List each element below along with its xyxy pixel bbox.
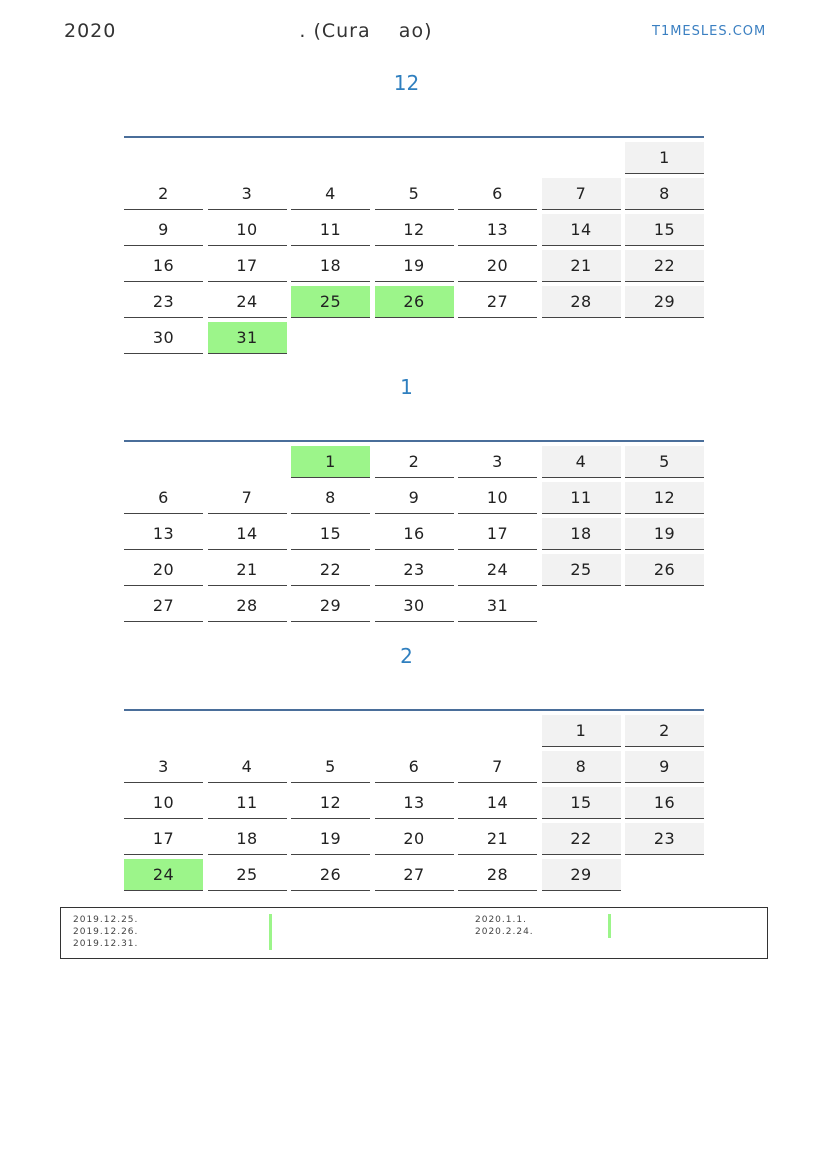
holiday-marker <box>608 914 611 926</box>
day-cell[interactable]: 26 <box>291 859 370 891</box>
day-cell[interactable]: 27 <box>124 590 203 622</box>
month-title-1: 12 <box>393 71 420 95</box>
day-cell[interactable]: 22 <box>291 554 370 586</box>
day-cell[interactable]: 13 <box>375 787 454 819</box>
legend-item: 2019.12.31. <box>73 939 139 949</box>
day-cell[interactable]: 24 <box>208 286 287 318</box>
day-cell[interactable]: 5 <box>375 178 454 210</box>
calendar-grid <box>124 715 704 895</box>
day-cell[interactable]: 18 <box>291 250 370 282</box>
day-cell[interactable]: 13 <box>458 214 537 246</box>
day-cell[interactable]: 9 <box>625 751 704 783</box>
day-cell[interactable]: 18 <box>208 823 287 855</box>
day-cell[interactable]: 10 <box>124 787 203 819</box>
day-cell[interactable]: 28 <box>458 859 537 891</box>
day-cell[interactable]: 28 <box>208 590 287 622</box>
day-cell[interactable]: 16 <box>375 518 454 550</box>
day-cell[interactable]: 1 <box>625 142 704 174</box>
day-cell[interactable]: 13 <box>124 518 203 550</box>
day-cell[interactable]: 1 <box>291 446 370 478</box>
day-cell[interactable]: 30 <box>124 322 203 354</box>
site-brand-link[interactable]: T1MESLES.COM <box>652 24 767 39</box>
day-cell[interactable]: 1 <box>542 715 621 747</box>
day-cell[interactable]: 29 <box>542 859 621 891</box>
day-cell[interactable]: 17 <box>208 250 287 282</box>
day-cell[interactable]: 14 <box>458 787 537 819</box>
calendar-grid <box>124 446 704 626</box>
day-cell[interactable]: 7 <box>458 751 537 783</box>
day-cell[interactable]: 4 <box>291 178 370 210</box>
day-cell[interactable]: 6 <box>124 482 203 514</box>
day-cell[interactable]: 4 <box>208 751 287 783</box>
legend-item: 2020.2.24. <box>475 927 534 937</box>
day-cell[interactable]: 20 <box>458 250 537 282</box>
day-cell[interactable]: 31 <box>458 590 537 622</box>
day-cell[interactable]: 2 <box>124 178 203 210</box>
day-cell[interactable]: 27 <box>375 859 454 891</box>
day-cell[interactable]: 3 <box>458 446 537 478</box>
day-cell[interactable]: 29 <box>625 286 704 318</box>
day-cell[interactable]: 9 <box>124 214 203 246</box>
day-cell[interactable]: 21 <box>542 250 621 282</box>
day-cell[interactable]: 25 <box>291 286 370 318</box>
day-cell[interactable]: 28 <box>542 286 621 318</box>
day-cell[interactable]: 11 <box>208 787 287 819</box>
day-cell[interactable]: 29 <box>291 590 370 622</box>
day-cell[interactable]: 14 <box>208 518 287 550</box>
month-calendar-2 <box>124 440 704 626</box>
day-cell[interactable]: 26 <box>625 554 704 586</box>
day-cell[interactable]: 25 <box>542 554 621 586</box>
day-cell[interactable]: 3 <box>208 178 287 210</box>
day-cell[interactable]: 17 <box>124 823 203 855</box>
legend-item: 2019.12.25. <box>73 915 139 925</box>
day-cell[interactable]: 11 <box>542 482 621 514</box>
day-cell[interactable]: 12 <box>291 787 370 819</box>
month-title-2: 1 <box>400 375 413 399</box>
day-cell[interactable]: 8 <box>291 482 370 514</box>
day-cell[interactable]: 8 <box>542 751 621 783</box>
day-cell[interactable]: 11 <box>291 214 370 246</box>
day-cell[interactable]: 10 <box>208 214 287 246</box>
month-calendar-1 <box>124 136 704 358</box>
day-cell[interactable]: 15 <box>625 214 704 246</box>
day-cell[interactable]: 15 <box>542 787 621 819</box>
day-cell[interactable]: 23 <box>625 823 704 855</box>
day-cell[interactable]: 7 <box>542 178 621 210</box>
day-cell[interactable]: 17 <box>458 518 537 550</box>
day-cell[interactable]: 6 <box>375 751 454 783</box>
day-cell[interactable]: 24 <box>124 859 203 891</box>
day-cell[interactable]: 22 <box>542 823 621 855</box>
day-cell[interactable]: 5 <box>625 446 704 478</box>
day-cell[interactable]: 24 <box>458 554 537 586</box>
day-cell[interactable]: 23 <box>124 286 203 318</box>
day-cell[interactable]: 2 <box>625 715 704 747</box>
day-cell[interactable]: 14 <box>542 214 621 246</box>
legend-item: 2020.1.1. <box>475 915 527 925</box>
day-cell[interactable]: 25 <box>208 859 287 891</box>
day-cell[interactable]: 6 <box>458 178 537 210</box>
day-cell[interactable]: 19 <box>375 250 454 282</box>
day-cell[interactable]: 10 <box>458 482 537 514</box>
day-cell[interactable]: 21 <box>208 554 287 586</box>
day-cell[interactable]: 9 <box>375 482 454 514</box>
page-title: 2020 . (Cura ao) <box>64 20 433 42</box>
day-cell[interactable]: 16 <box>124 250 203 282</box>
month-title-3: 2 <box>400 644 413 668</box>
legend-item: 2019.12.26. <box>73 927 139 937</box>
day-cell[interactable]: 19 <box>625 518 704 550</box>
day-cell[interactable]: 19 <box>291 823 370 855</box>
day-cell[interactable]: 22 <box>625 250 704 282</box>
day-cell[interactable]: 31 <box>208 322 287 354</box>
day-cell[interactable]: 8 <box>625 178 704 210</box>
day-cell[interactable]: 16 <box>625 787 704 819</box>
day-cell[interactable]: 3 <box>124 751 203 783</box>
holiday-marker <box>269 914 272 926</box>
month-calendar-3 <box>124 709 704 895</box>
day-cell[interactable]: 4 <box>542 446 621 478</box>
day-cell[interactable]: 20 <box>124 554 203 586</box>
day-cell[interactable]: 12 <box>625 482 704 514</box>
day-cell[interactable]: 30 <box>375 590 454 622</box>
day-cell[interactable]: 26 <box>375 286 454 318</box>
day-cell[interactable]: 7 <box>208 482 287 514</box>
day-cell[interactable]: 12 <box>375 214 454 246</box>
day-cell[interactable]: 5 <box>291 751 370 783</box>
calendar-grid <box>124 142 704 358</box>
day-cell[interactable]: 20 <box>375 823 454 855</box>
holiday-legend <box>60 907 768 959</box>
holiday-marker <box>608 926 611 938</box>
holiday-marker <box>269 926 272 938</box>
holiday-marker <box>269 938 272 950</box>
day-cell[interactable]: 15 <box>291 518 370 550</box>
day-cell[interactable]: 27 <box>458 286 537 318</box>
day-cell[interactable]: 23 <box>375 554 454 586</box>
day-cell[interactable]: 21 <box>458 823 537 855</box>
day-cell[interactable]: 2 <box>375 446 454 478</box>
day-cell[interactable]: 18 <box>542 518 621 550</box>
